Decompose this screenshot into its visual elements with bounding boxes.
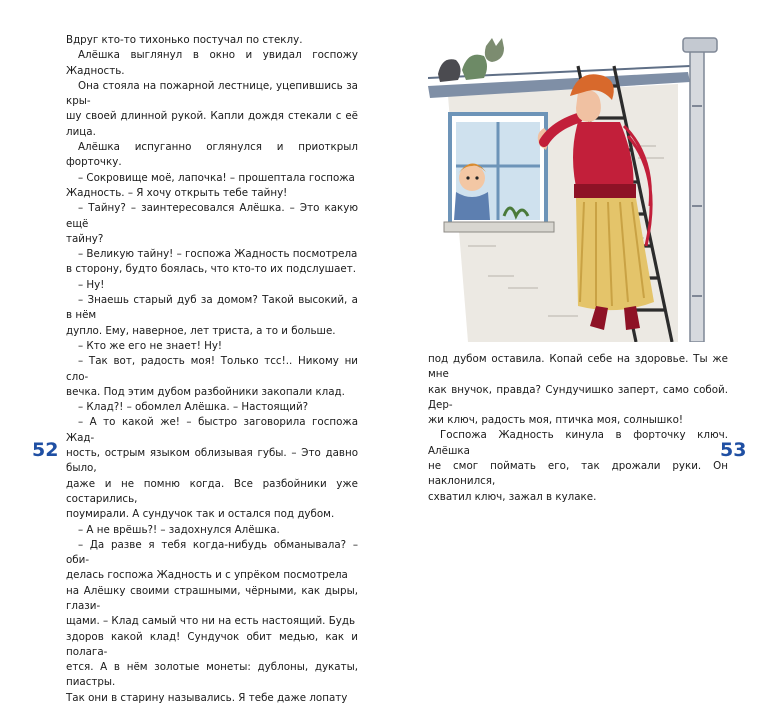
text-line: шу своей длинной рукой. Капли дождя стекали с её лица. [66, 110, 358, 138]
lady-belt [574, 184, 636, 198]
text-line: – Ну! [78, 278, 105, 291]
text-line: как внучок, правда? Сундучишко заперт, само собой. Дер- [428, 383, 728, 411]
text-line: – Великую тайну! – госпожа Жадность посмотрела [78, 248, 358, 261]
text-line: – Кто же его не знает! Ну! [78, 339, 223, 352]
window [444, 114, 554, 232]
lady-face [576, 90, 601, 122]
text-line: Вдруг кто-то тихонько постучал по стеклу. [66, 34, 303, 46]
text-line: – А не врёшь?! – задохнулся Алёшка. [78, 523, 280, 536]
text-line: Алёшка выглянул в окно и увидал госпожу Жадность. [66, 49, 358, 77]
text-line: – Так вот, радость моя! Только тсс!.. Никому ни сло- [66, 355, 358, 383]
text-line: дупло. Ему, наверное, лет триста, а то и больше. [66, 324, 336, 337]
text-line: – Тайну? – заинтересовался Алёшка. – Это какую ещё [66, 202, 358, 230]
text-line: – А то какой же! – быстро заговорила госпожа Жад- [66, 416, 358, 444]
text-line: Так они в старину назывались. Я тебе даже лопату [66, 691, 348, 704]
text-line: под дубом оставила. Копай себе на здоровье. Ты же мне [428, 353, 728, 381]
text-line: – Клад?! – обомлел Алёшка. – Настоящий? [78, 401, 309, 414]
text-line: – Сокровище моё, лапочка! – прошептала госпожа [78, 171, 355, 184]
text-line: на Алёшку своими страшными, чёрными, как дыры, глази- [66, 584, 358, 612]
text-line: щами. – Клад самый что ни на есть настоящий. Будь [66, 615, 356, 628]
text-line: – Знаешь старый дуб за домом? Такой высокий, а в нём [66, 294, 358, 322]
text-line: в сторону, будто боялась, что кто-то их подслушает. [66, 263, 356, 276]
text-line: Госпожа Жадность кинула в форточку ключ. Алёшка [428, 429, 728, 457]
text-line: здоров какой клад! Сундучок обит медью, как и полага- [66, 630, 358, 658]
text-line: даже и не помню когда. Все разбойники уже состарились, [66, 477, 358, 505]
text-line: вечка. Под этим дубом разбойники закопали клад. [66, 385, 345, 398]
left-page-text [66, 33, 358, 706]
text-line: жи ключ, радость моя, птичка моя, солнышко! [428, 414, 684, 427]
text-line: Алёшка испуганно оглянулся и приоткрыл форточку. [66, 141, 358, 169]
right-page-text [428, 352, 728, 505]
text-line: делась госпожа Жадность и с упрёком посмотрела [66, 569, 348, 582]
drain-pipe [690, 46, 704, 342]
text-line: Она стояла на пожарной лестнице, уцепившись за кры- [66, 79, 358, 108]
text-line: тайну? [66, 232, 104, 245]
text-line: – Да разве я тебя когда-нибудь обманывала? – оби- [66, 538, 358, 567]
text-line: Жадность. – Я хочу открыть тебе тайну! [66, 186, 288, 199]
text-line: ность, острым языком облизывая губы. – Это давно было, [66, 447, 358, 475]
text-line: поумирали. А сундучок так и остался под дубом. [66, 508, 335, 521]
text-line: ется. А в нём золотые монеты: дублоны, дукаты, пиастры. [66, 661, 358, 689]
page-number-left: 52 [32, 439, 59, 461]
page-number-right: 53 [720, 439, 747, 461]
text-line: схватил ключ, зажал в кулаке. [428, 490, 597, 503]
illustration-greed-on-fire-escape [428, 26, 742, 342]
text-line: не смог поймать его, так дрожали руки. Он наклонился, [428, 460, 728, 488]
